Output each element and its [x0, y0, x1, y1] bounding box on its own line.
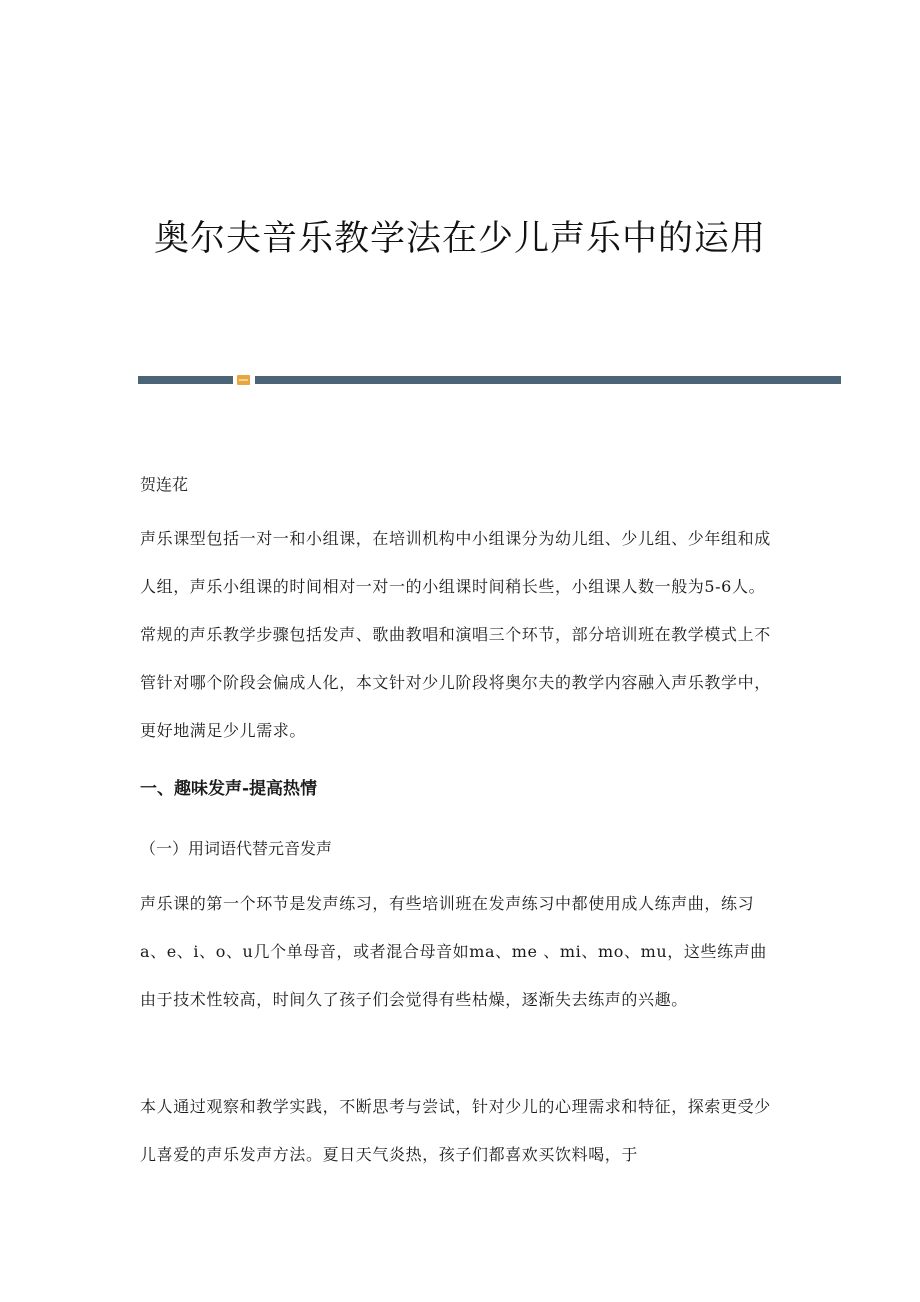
intro-paragraph: 声乐课型包括一对一和小组课，在培训机构中小组课分为幼儿组、少儿组、少年组和成人组，声乐小组课的时间相对一对一的小组课时间稍长些，小组课人数一般为5-6人。常规的声乐教学步骤包括发声、歌曲教唱和演唱三个环节，部分培训班在教学模式上不管针对哪个阶段会偏成人化，本文针对少儿阶段将奥尔夫的教学内容融入声乐教学中，更好地满足少儿需求。	[140, 529, 771, 740]
divider-left-segment	[138, 376, 233, 384]
subsection-heading: （一）用词语代替元音发声	[140, 839, 333, 858]
section-heading: 一、趣味发声-提高热情	[140, 779, 318, 799]
divider-right-segment	[255, 376, 841, 384]
author-name: 贺连花	[140, 475, 189, 494]
document-title: 奥尔夫音乐教学法在少儿声乐中的运用	[153, 219, 766, 259]
body-paragraph-2: 声乐课的第一个环节是发声练习，有些培训班在发声练习中都使用成人练声曲，练习a、e、i、o、u几个单母音，或者混合母音如ma、me 、mi、mo、mu，这些练声曲由于技术性较高，时间久了孩子们会觉得有些枯燥，逐渐失去练声的兴趣。	[140, 894, 767, 1009]
body-paragraph-3: 本人通过观察和教学实践，不断思考与尝试，针对少儿的心理需求和特征，探索更受少儿喜爱的声乐发声方法。夏日天气炎热，孩子们都喜欢买饮料喝，于	[140, 1097, 771, 1164]
title-divider	[138, 375, 841, 385]
divider-ornament-icon	[237, 375, 250, 385]
